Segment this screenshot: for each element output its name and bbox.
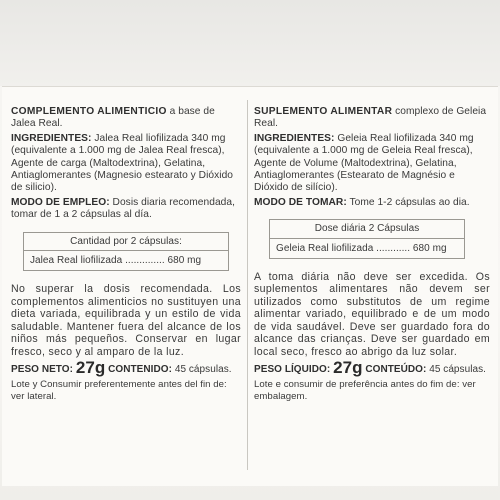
es-warning-text: No superar la dosis recomendada. Los complementos alimenticios no sustituyen una dieta variada, equilibrada y un estilo de vida saludable. Mantener fuera del alcance de los niños más pequeños. Conservar en lugar fresco, seco y al amparo de la luz. xyxy=(11,283,241,358)
es-title-block xyxy=(11,106,241,131)
pt-ingredients-label: INGREDIENTES: xyxy=(254,132,335,144)
pt-weight-line xyxy=(254,357,490,377)
pt-usage-label: MODO DE TOMAR: xyxy=(254,196,347,208)
pt-dose-table xyxy=(269,219,465,259)
es-lote-text: Lote y Consumir preferentemente antes del fin de: ver lateral. xyxy=(11,379,227,403)
es-usage-text: Dosis diaria recomendada, tomar de 1 a 2 cápsulas al día. xyxy=(11,196,235,221)
pt-title-suffix: complexo de Geleia Real. xyxy=(254,106,487,130)
pt-content-label: CONTEÚDO: xyxy=(365,363,427,375)
es-content-label: CONTENIDO: xyxy=(108,363,172,375)
es-dose-row: Jalea Real liofilizada .............. 680 mg xyxy=(30,255,202,267)
pt-net-weight-label: PESO LÍQUIDO: xyxy=(254,363,331,375)
es-ingredients-block xyxy=(11,133,241,195)
es-dose-header: Cantidad por 2 cápsulas: xyxy=(24,233,228,251)
es-net-weight-value: 27g xyxy=(75,357,106,377)
pt-title: SUPLEMENTO ALIMENTAR xyxy=(254,106,393,117)
es-title: COMPLEMENTO ALIMENTICIO xyxy=(11,106,167,117)
spanish-column xyxy=(11,106,241,403)
pt-dose-header: Dose diária 2 Cápsulas xyxy=(270,220,464,238)
pt-title-block xyxy=(254,106,490,131)
es-net-weight-label: PESO NETO: xyxy=(11,363,73,375)
pt-usage-text: Tome 1-2 cápsulas ao dia. xyxy=(346,196,470,208)
es-ingredients-text: Jalea Real liofilizada 340 mg (equivalente a 1.000 mg de Jalea Real fresca), Agente de carga (Maltodextrina), Gelatina, Antiaglomerantes (Magnesio estearato y Dióxido de silicio). xyxy=(11,132,234,194)
es-weight-line xyxy=(11,357,241,377)
es-ingredients-label: INGREDIENTES: xyxy=(11,132,92,144)
column-divider xyxy=(247,100,248,470)
pt-lote-text: Lote e consumir de preferência antes do fim de: ver embalagem. xyxy=(254,379,476,403)
es-content-value: 45 cápsulas. xyxy=(174,363,232,375)
pt-content-value: 45 cápsulas. xyxy=(429,363,486,375)
es-title-suffix: a base de Jalea Real. xyxy=(11,106,215,130)
pt-ingredients-block xyxy=(254,133,490,195)
es-dose-table xyxy=(23,232,229,272)
pt-net-weight-value: 27g xyxy=(333,357,363,377)
pt-warning-text: A toma diária não deve ser excedida. Os suplementos alimentares não devem ser utilizados como substitutos de um regime alimentar variado, equilibrado e de um modo de vida saudável. Deve ser guardado fora do alcance das crianças. Deve ser guardado em local seco, fresco ao abrigo da luz solar. xyxy=(254,271,490,358)
package-top-edge xyxy=(0,0,500,86)
es-usage-label: MODO DE EMPLEO: xyxy=(11,196,110,208)
pt-dose-row: Geleia Real liofilizada ............ 680 mg xyxy=(276,242,447,254)
es-usage-block xyxy=(11,197,241,222)
portuguese-column xyxy=(254,106,490,403)
pt-ingredients-text: Geleia Real liofilizada 340 mg (equivalente a 1.000 mg de Geleia Real fresca), Agente de Volume (Maltodextrina), Gelatina, Antiaglomerantes (Estearato de Magnésio e Dióxido de silício). xyxy=(254,132,474,194)
pt-usage-block xyxy=(254,197,490,209)
